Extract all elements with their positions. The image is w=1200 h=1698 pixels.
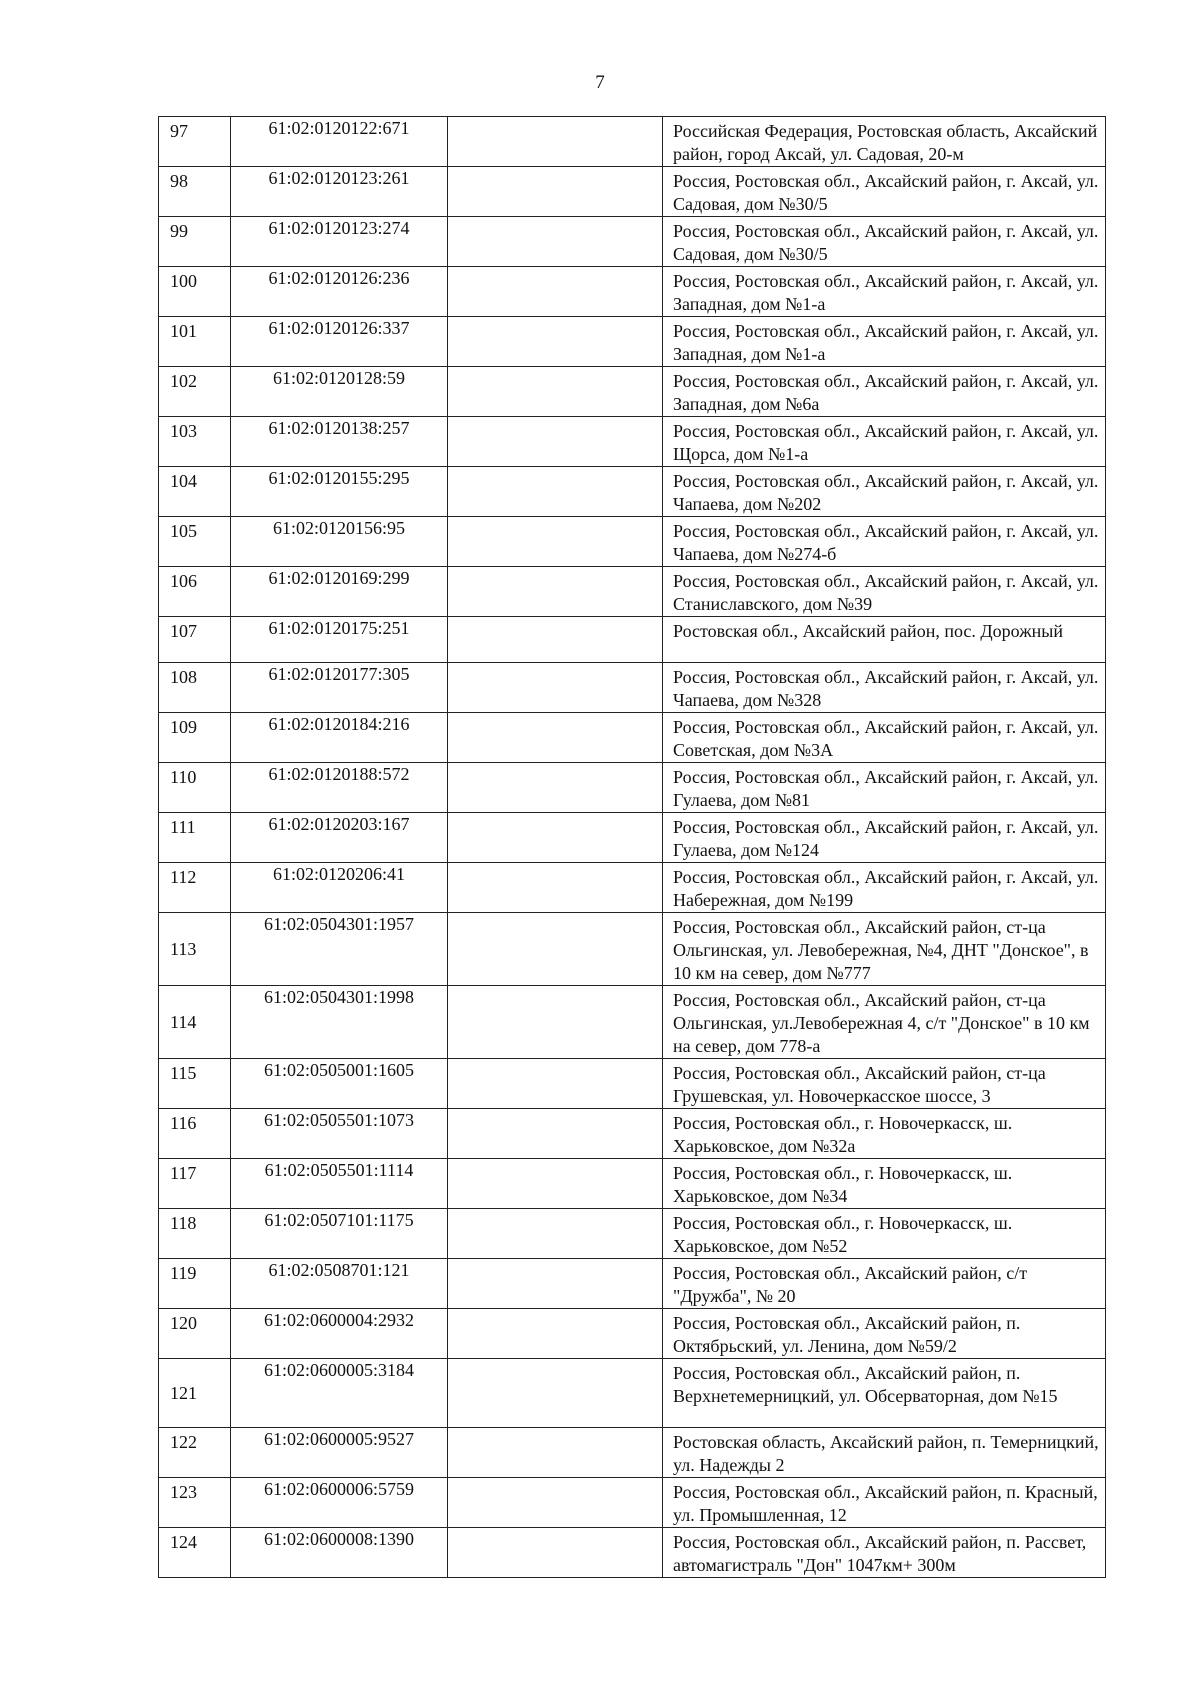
table-row xyxy=(159,367,1106,417)
cadastral-number: 61:02:0600005:3184 xyxy=(231,1359,448,1428)
row-number: 123 xyxy=(159,1478,231,1528)
address: Россия, Ростовская обл., Аксайский район, с/т "Дружба", № 20 xyxy=(663,1259,1106,1309)
cadastral-number: 61:02:0120206:41 xyxy=(231,863,448,913)
row-number: 107 xyxy=(159,617,231,663)
row-number: 124 xyxy=(159,1528,231,1578)
cadastral-number: 61:02:0120123:274 xyxy=(231,217,448,267)
table-row xyxy=(159,813,1106,863)
address: Россия, Ростовская обл., Аксайский район, п. Октябрьский, ул. Ленина, дом №59/2 xyxy=(663,1309,1106,1359)
row-number: 98 xyxy=(159,167,231,217)
address: Россия, Ростовская обл., Аксайский район, г. Аксай, ул. Набережная, дом №199 xyxy=(663,863,1106,913)
table-row xyxy=(159,317,1106,367)
address: Россия, Ростовская обл., Аксайский район, п. Красный, ул. Промышленная, 12 xyxy=(663,1478,1106,1528)
address: Россия, Ростовская обл., Аксайский район, г. Аксай, ул. Западная, дом №6а xyxy=(663,367,1106,417)
empty-cell xyxy=(448,663,663,713)
table-row xyxy=(159,763,1106,813)
table-row xyxy=(159,863,1106,913)
empty-cell xyxy=(448,1159,663,1209)
cadastral-number: 61:02:0507101:1175 xyxy=(231,1209,448,1259)
empty-cell xyxy=(448,1428,663,1478)
cadastral-number: 61:02:0504301:1957 xyxy=(231,913,448,986)
table-row xyxy=(159,1209,1106,1259)
empty-cell xyxy=(448,1209,663,1259)
row-number: 115 xyxy=(159,1059,231,1109)
cadastral-number: 61:02:0600004:2932 xyxy=(231,1309,448,1359)
address: Ростовская обл., Аксайский район, пос. Дорожный xyxy=(663,617,1106,663)
address: Россия, Ростовская обл., Аксайский район, ст-ца Ольгинская, ул.Левобережная 4, с/т "Донское" в 10 км на север, дом 778-а xyxy=(663,986,1106,1059)
address: Россия, Ростовская обл., Аксайский район, г. Аксай, ул. Гулаева, дом №81 xyxy=(663,763,1106,813)
cadastral-number: 61:02:0600006:5759 xyxy=(231,1478,448,1528)
address: Россия, Ростовская обл., г. Новочеркасск, ш. Харьковское, дом №34 xyxy=(663,1159,1106,1209)
address: Россия, Ростовская обл., Аксайский район, г. Аксай, ул. Садовая, дом №30/5 xyxy=(663,217,1106,267)
cadastral-number: 61:02:0120126:337 xyxy=(231,317,448,367)
cadastral-number: 61:02:0120128:59 xyxy=(231,367,448,417)
address: Россия, Ростовская обл., Аксайский район, п. Верхнетемерницкий, ул. Обсерваторная, дом №15 xyxy=(663,1359,1106,1428)
cadastral-number: 61:02:0505501:1073 xyxy=(231,1109,448,1159)
registry-table-body xyxy=(159,117,1106,1578)
empty-cell xyxy=(448,1478,663,1528)
empty-cell xyxy=(448,913,663,986)
row-number: 102 xyxy=(159,367,231,417)
empty-cell xyxy=(448,1309,663,1359)
property-registry-table xyxy=(158,116,1106,1578)
address: Россия, Ростовская обл., Аксайский район, г. Аксай, ул. Западная, дом №1-а xyxy=(663,267,1106,317)
table-row xyxy=(159,663,1106,713)
row-number: 121 xyxy=(159,1359,231,1428)
empty-cell xyxy=(448,1109,663,1159)
table-row xyxy=(159,617,1106,663)
table-row xyxy=(159,713,1106,763)
table-row xyxy=(159,1428,1106,1478)
row-number: 104 xyxy=(159,467,231,517)
address: Россия, Ростовская обл., Аксайский район, г. Аксай, ул. Чапаева, дом №328 xyxy=(663,663,1106,713)
row-number: 120 xyxy=(159,1309,231,1359)
row-number: 112 xyxy=(159,863,231,913)
table-row xyxy=(159,1309,1106,1359)
empty-cell xyxy=(448,317,663,367)
empty-cell xyxy=(448,713,663,763)
address: Россия, Ростовская обл., Аксайский район, г. Аксай, ул. Чапаева, дом №202 xyxy=(663,467,1106,517)
table-row xyxy=(159,417,1106,467)
empty-cell xyxy=(448,267,663,317)
row-number: 100 xyxy=(159,267,231,317)
row-number: 118 xyxy=(159,1209,231,1259)
empty-cell xyxy=(448,217,663,267)
cadastral-number: 61:02:0504301:1998 xyxy=(231,986,448,1059)
row-number: 119 xyxy=(159,1259,231,1309)
address: Россия, Ростовская обл., Аксайский район, г. Аксай, ул. Гулаева, дом №124 xyxy=(663,813,1106,863)
address: Россия, Ростовская обл., Аксайский район, ст-ца Грушевская, ул. Новочеркасское шоссе, 3 xyxy=(663,1059,1106,1109)
table-row xyxy=(159,117,1106,167)
empty-cell xyxy=(448,863,663,913)
row-number: 97 xyxy=(159,117,231,167)
address: Россия, Ростовская обл., Аксайский район, г. Аксай, ул. Щорса, дом №1-а xyxy=(663,417,1106,467)
row-number: 105 xyxy=(159,517,231,567)
row-number: 110 xyxy=(159,763,231,813)
address: Россия, Ростовская обл., г. Новочеркасск, ш. Харьковское, дом №52 xyxy=(663,1209,1106,1259)
row-number: 116 xyxy=(159,1109,231,1159)
empty-cell xyxy=(448,467,663,517)
empty-cell xyxy=(448,367,663,417)
table-row xyxy=(159,986,1106,1059)
table-row xyxy=(159,1478,1106,1528)
row-number: 114 xyxy=(159,986,231,1059)
row-number: 108 xyxy=(159,663,231,713)
row-number: 111 xyxy=(159,813,231,863)
row-number: 101 xyxy=(159,317,231,367)
cadastral-number: 61:02:0508701:121 xyxy=(231,1259,448,1309)
address: Ростовская область, Аксайский район, п. Темерницкий, ул. Надежды 2 xyxy=(663,1428,1106,1478)
row-number: 103 xyxy=(159,417,231,467)
cadastral-number: 61:02:0120122:671 xyxy=(231,117,448,167)
address: Россия, Ростовская обл., Аксайский район, г. Аксай, ул. Чапаева, дом №274-б xyxy=(663,517,1106,567)
table-row xyxy=(159,1259,1106,1309)
cadastral-number: 61:02:0120184:216 xyxy=(231,713,448,763)
table-row xyxy=(159,913,1106,986)
table-row xyxy=(159,1159,1106,1209)
empty-cell xyxy=(448,167,663,217)
address: Россия, Ростовская обл., Аксайский район, г. Аксай, ул. Станиславского, дом №39 xyxy=(663,567,1106,617)
row-number: 113 xyxy=(159,913,231,986)
empty-cell xyxy=(448,117,663,167)
empty-cell xyxy=(448,1528,663,1578)
address: Россия, Ростовская обл., Аксайский район, ст-ца Ольгинская, ул. Левобережная, №4, ДНТ "Донское", в 10 км на север, дом №777 xyxy=(663,913,1106,986)
cadastral-number: 61:02:0120188:572 xyxy=(231,763,448,813)
cadastral-number: 61:02:0120203:167 xyxy=(231,813,448,863)
cadastral-number: 61:02:0505001:1605 xyxy=(231,1059,448,1109)
row-number: 99 xyxy=(159,217,231,267)
empty-cell xyxy=(448,617,663,663)
empty-cell xyxy=(448,1359,663,1428)
table-row xyxy=(159,1109,1106,1159)
cadastral-number: 61:02:0505501:1114 xyxy=(231,1159,448,1209)
table-row xyxy=(159,467,1106,517)
row-number: 106 xyxy=(159,567,231,617)
empty-cell xyxy=(448,986,663,1059)
cadastral-number: 61:02:0120156:95 xyxy=(231,517,448,567)
table-row xyxy=(159,1528,1106,1578)
table-row xyxy=(159,567,1106,617)
table-row xyxy=(159,267,1106,317)
row-number: 117 xyxy=(159,1159,231,1209)
table-row xyxy=(159,517,1106,567)
empty-cell xyxy=(448,567,663,617)
empty-cell xyxy=(448,813,663,863)
address: Россия, Ростовская обл., Аксайский район, п. Рассвет, автомагистраль "Дон" 1047км+ 300м xyxy=(663,1528,1106,1578)
address: Россия, Ростовская обл., Аксайский район, г. Аксай, ул. Советская, дом №3А xyxy=(663,713,1106,763)
empty-cell xyxy=(448,517,663,567)
address: Россия, Ростовская обл., г. Новочеркасск, ш. Харьковское, дом №32а xyxy=(663,1109,1106,1159)
table-row xyxy=(159,167,1106,217)
address: Россия, Ростовская обл., Аксайский район, г. Аксай, ул. Западная, дом №1-а xyxy=(663,317,1106,367)
cadastral-number: 61:02:0120138:257 xyxy=(231,417,448,467)
cadastral-number: 61:02:0120126:236 xyxy=(231,267,448,317)
empty-cell xyxy=(448,1059,663,1109)
address: Россия, Ростовская обл., Аксайский район, г. Аксай, ул. Садовая, дом №30/5 xyxy=(663,167,1106,217)
row-number: 122 xyxy=(159,1428,231,1478)
cadastral-number: 61:02:0600008:1390 xyxy=(231,1528,448,1578)
table-row xyxy=(159,217,1106,267)
cadastral-number: 61:02:0600005:9527 xyxy=(231,1428,448,1478)
table-row xyxy=(159,1359,1106,1428)
empty-cell xyxy=(448,417,663,467)
cadastral-number: 61:02:0120123:261 xyxy=(231,167,448,217)
empty-cell xyxy=(448,763,663,813)
empty-cell xyxy=(448,1259,663,1309)
cadastral-number: 61:02:0120175:251 xyxy=(231,617,448,663)
address: Российская Федерация, Ростовская область, Аксайский район, город Аксай, ул. Садовая, 20-м xyxy=(663,117,1106,167)
table-row xyxy=(159,1059,1106,1109)
cadastral-number: 61:02:0120155:295 xyxy=(231,467,448,517)
page-number: 7 xyxy=(595,72,605,93)
row-number: 109 xyxy=(159,713,231,763)
cadastral-number: 61:02:0120169:299 xyxy=(231,567,448,617)
cadastral-number: 61:02:0120177:305 xyxy=(231,663,448,713)
